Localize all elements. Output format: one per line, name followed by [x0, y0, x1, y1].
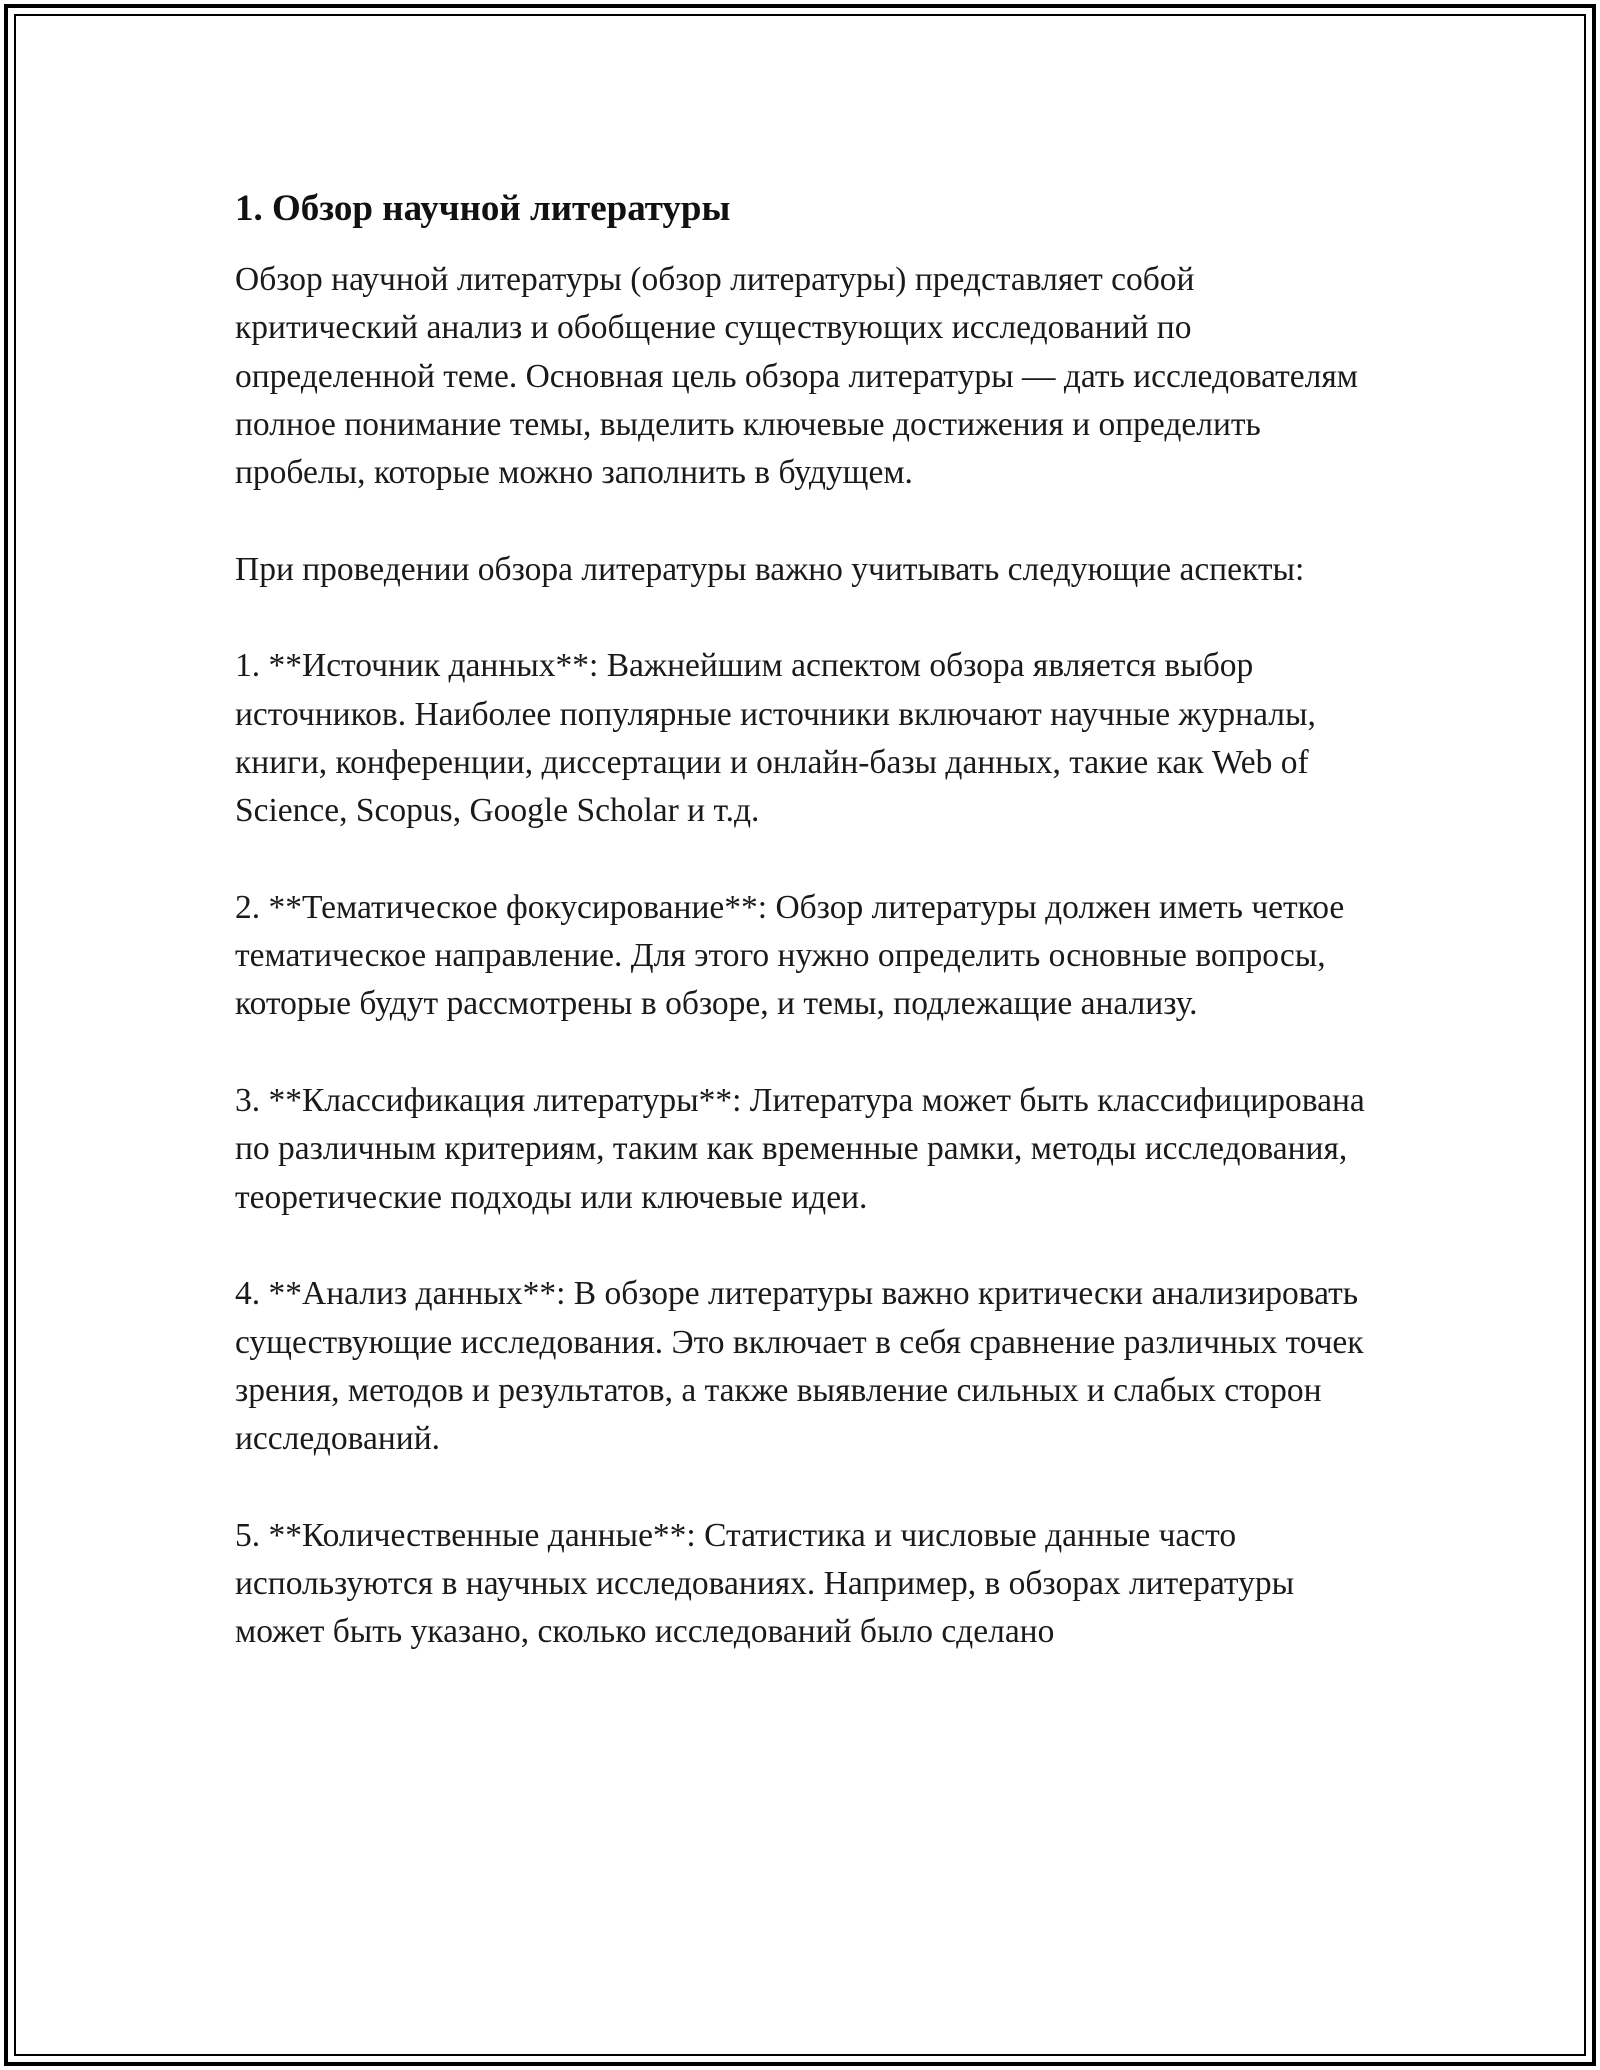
aspect-item-thematic-focus: 2. **Тематическое фокусирование**: Обзор литературы должен иметь четкое тематическое направление. Для этого нужно определить основные вопросы, которые будут рассмотрены в обзоре, и темы, подлежащие анализу. [235, 888, 1345, 1023]
intro-paragraph: Обзор научной литературы (обзор литературы) представляет собой критический анализ и обобщение существующих исследований по определенной теме. Основная цель обзора литературы — дать исследователям полное понимание темы, выделить ключевые достижения и определить пробелы, которые можно заполнить в будущем. [235, 261, 1358, 492]
aspect-item-data-source: 1. **Источник данных**: Важнейшим аспектом обзора является выбор источников. Наиболее популярные источники включают научные журналы, книги, конференции, диссертации и онлайн-базы данных, такие как Web of Science, Scopus, Google Scholar и т.д. [235, 647, 1316, 830]
document-body [235, 186, 1365, 1705]
section-heading: 1. Обзор научной литературы [235, 188, 731, 229]
aspect-item-quantitative-data: 5. **Количественные данные**: Статистика и числовые данные часто используются в научных исследованиях. Например, в обзорах литературы может быть указано, сколько исследований было сделано [235, 1516, 1295, 1651]
aspect-item-classification: 3. **Классификация литературы**: Литература может быть классифицирована по различным критериям, таким как временные рамки, методы исследования, теоретические подходы или ключевые идеи. [235, 1082, 1365, 1216]
aspects-intro-paragraph: При проведении обзора литературы важно учитывать следующие аспекты: [235, 550, 1305, 588]
aspect-item-data-analysis: 4. **Анализ данных**: В обзоре литературы важно критически анализировать существующие исследования. Это включает в себя сравнение различных точек зрения, методов и результатов, а также выявление сильных и слабых сторон исследований. [235, 1275, 1364, 1458]
